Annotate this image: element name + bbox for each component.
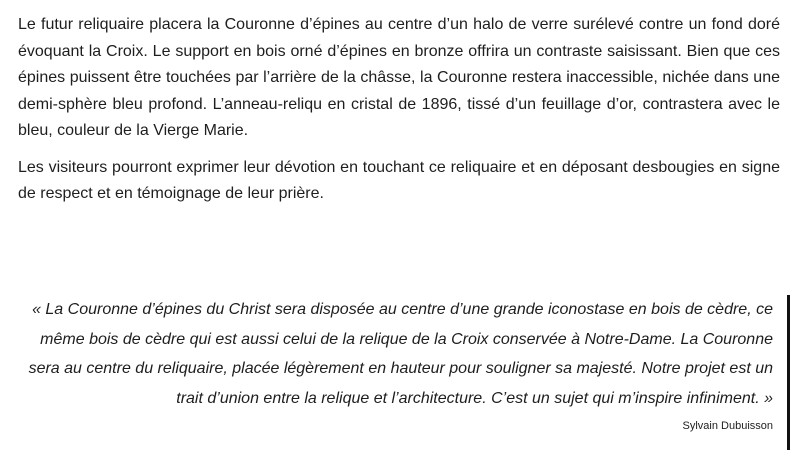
article-body — [18, 12, 780, 208]
quote-text: « La Couronne d’épines du Christ sera disposée au centre d’une grande iconostase en bois de cèdre, ce même bois de cèdre qui est aussi celui de la relique de la Croix conservée à Notre-Dame. La Couronne sera au centre du reliquaire, placée légèrement en hauteur pour souligner sa majesté. Notre projet est un trait d’union entre la relique et l’architecture. C’est un sujet qui m’inspire infiniment. » — [28, 301, 773, 407]
paragraph-reliquary-description: Le futur reliquaire placera la Couronne d’épines au centre d’un halo de verre surélevé contre un fond doré évoquant la Croix. Le support en bois orné d’épines en bronze offrira un contraste saisissant. Bien que ces épines puissent être touchées par l’arrière de la châsse, la Couronne restera inaccessible, nichée dans une demi-sphère bleu profond. L’anneau-reliqu en cristal de 1896, tissé d’un feuillage d’or, contrastera avec le bleu, couleur de la Vierge Marie. — [18, 16, 780, 139]
pull-quote — [22, 295, 790, 450]
paragraph-visitors-devotion: Les visiteurs pourront exprimer leur dévotion en touchant ce reliquaire et en déposant desbougies en signe de respect et en témoignage de leur prière. — [18, 158, 780, 202]
quote-author: Sylvain Dubuisson — [682, 420, 773, 432]
